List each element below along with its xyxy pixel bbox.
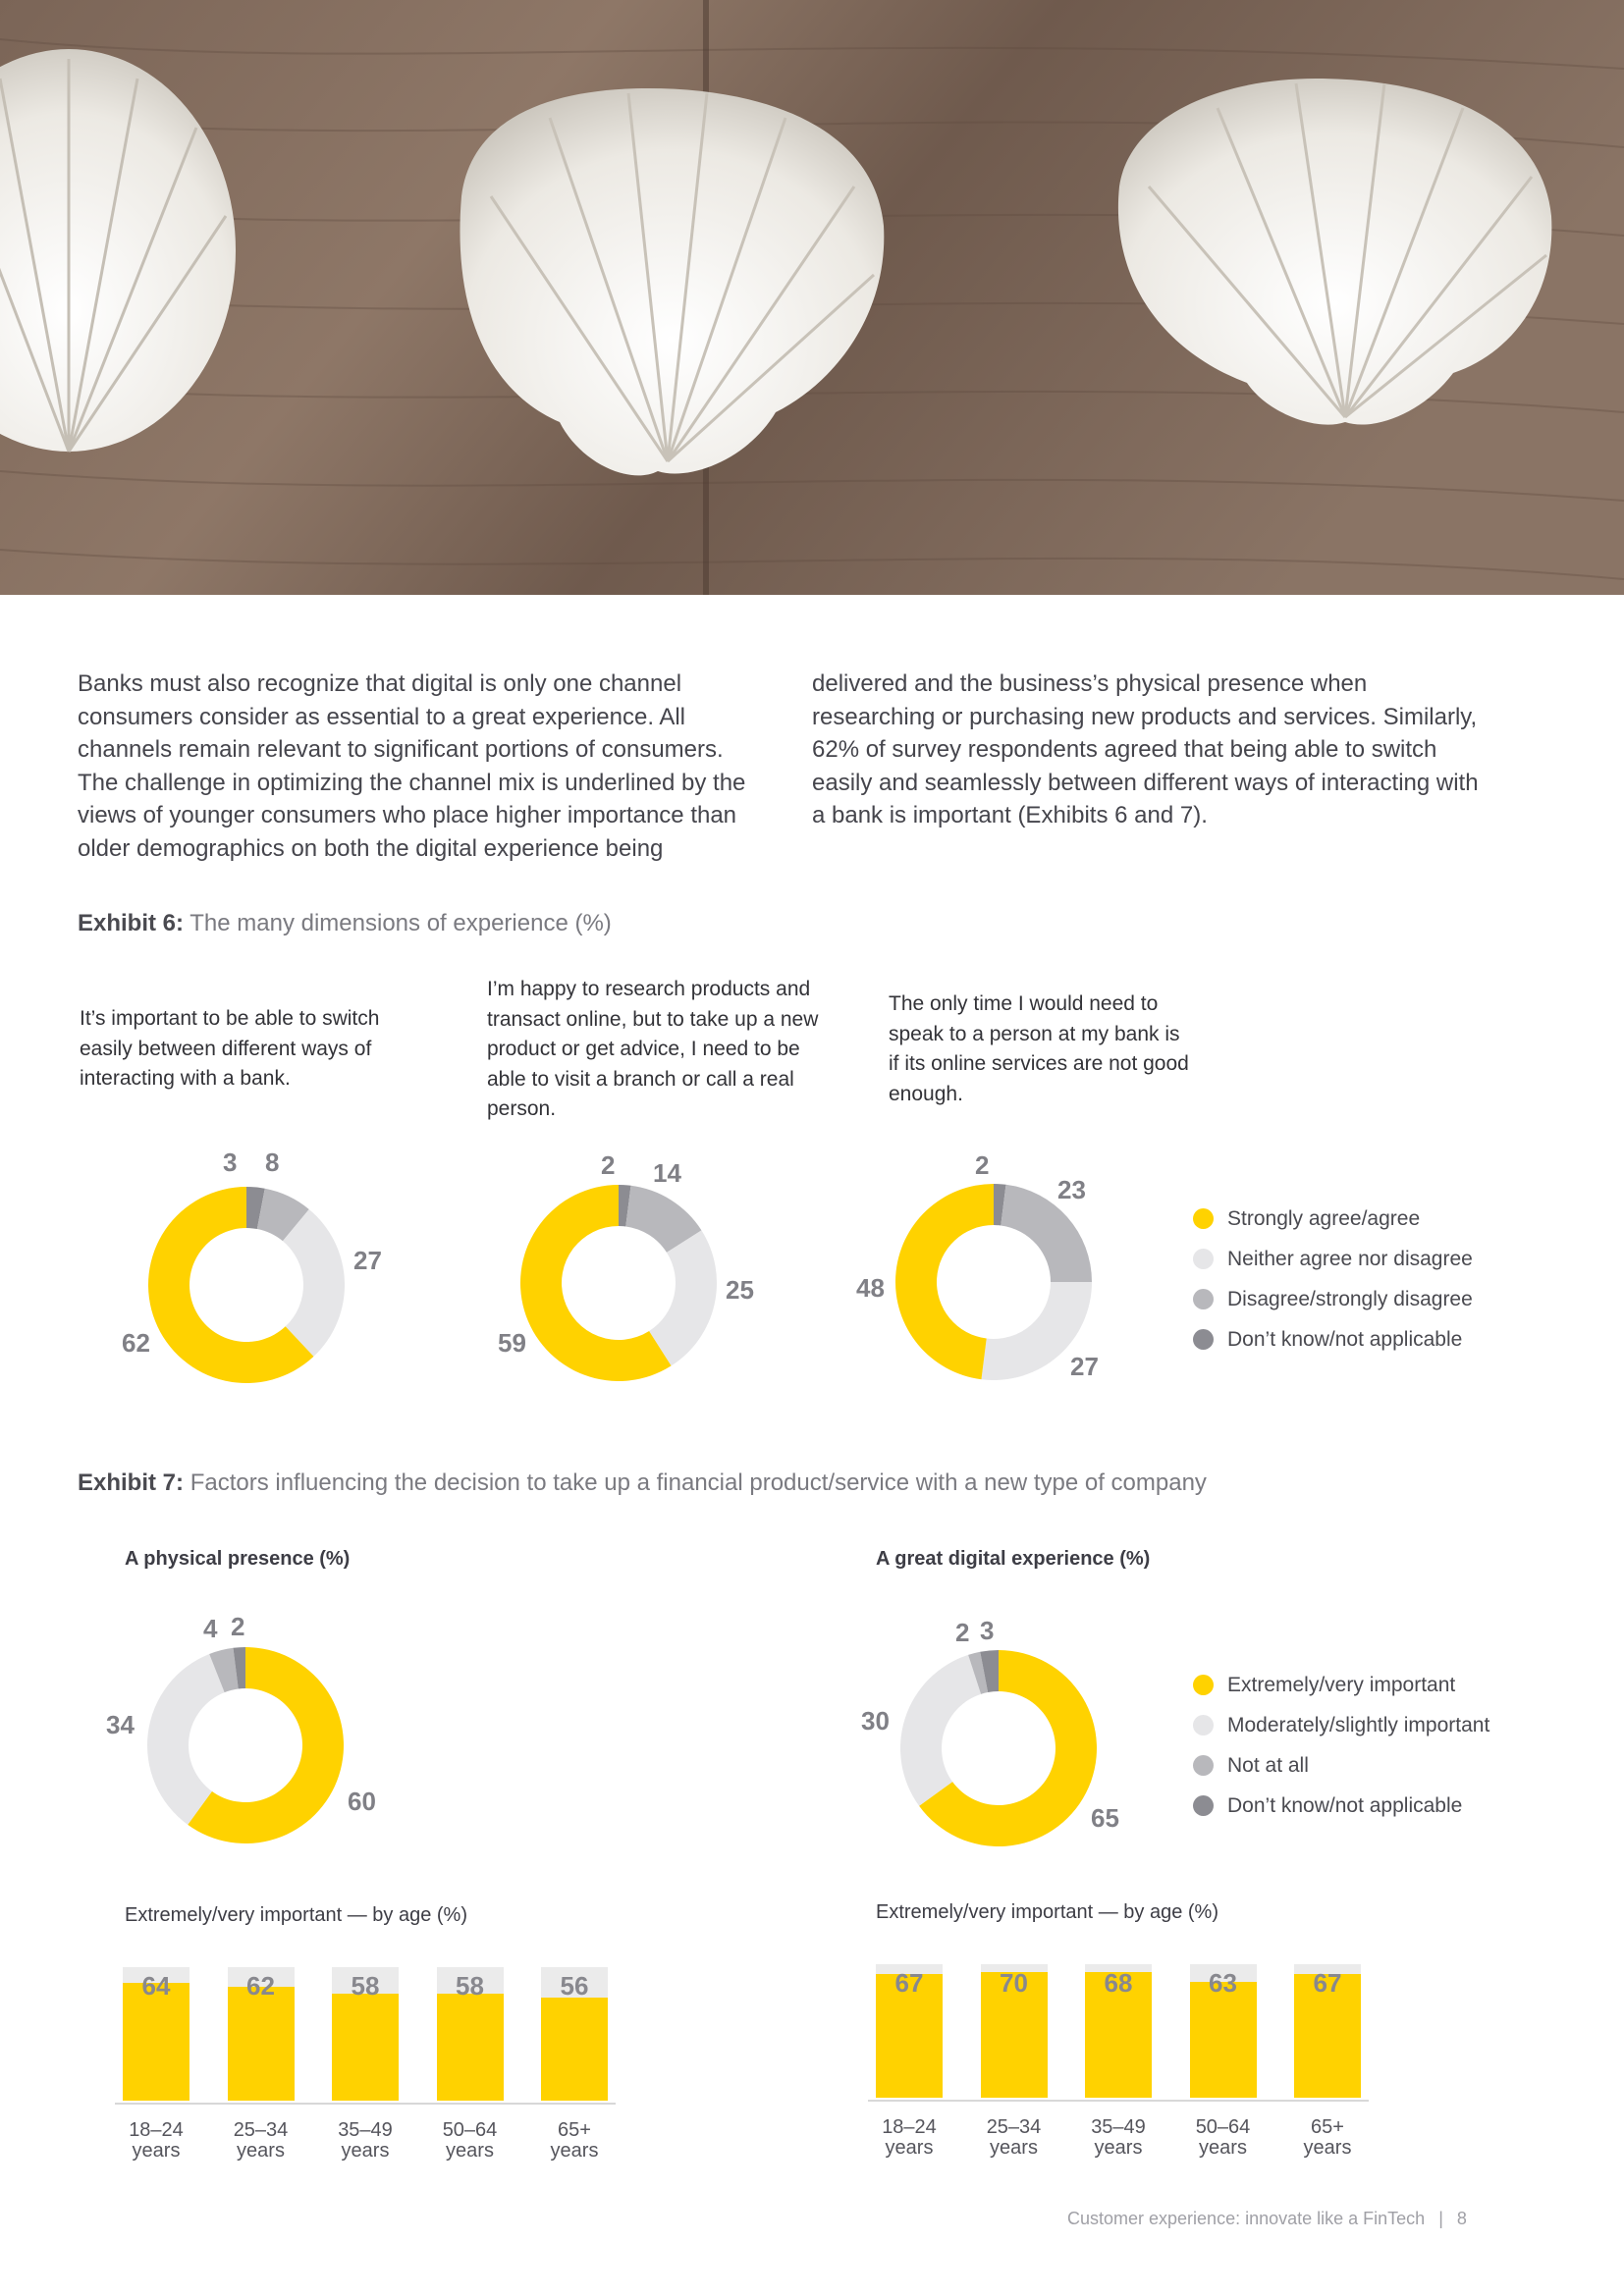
age-axis-label — [1179, 2117, 1268, 2159]
data-label-5-notatall: 2 — [955, 1618, 970, 1647]
bar-2 — [981, 1964, 1048, 2098]
by-age-title-left: Extremely/very important — by age (%) — [125, 1904, 467, 1926]
age-axis-label — [865, 2117, 953, 2159]
age-unit: years — [1303, 2137, 1352, 2159]
physical-presence-title: A physical presence (%) — [125, 1548, 351, 1570]
bar-value-label: 70 — [1000, 1968, 1028, 1998]
exhibit-6-caption: The many dimensions of experience (%) — [189, 910, 612, 936]
age-unit: years — [446, 2140, 494, 2162]
bar-axis-baseline — [115, 2103, 616, 2105]
age-range: 50–64 — [442, 2119, 498, 2141]
legend-item-extremely — [1193, 1674, 1489, 1714]
bar-value-label: 67 — [1313, 1968, 1342, 1998]
donut-chart-visit-branch — [519, 1184, 718, 1382]
legend-swatch-mid-gray — [1193, 1755, 1214, 1776]
legend-item-moderately — [1193, 1714, 1489, 1754]
data-label-4-extremely: 60 — [348, 1787, 376, 1816]
legend-item-dontknow — [1193, 1328, 1473, 1368]
by-age-title-right: Extremely/very important — by age (%) — [876, 1901, 1218, 1923]
bar-3 — [1085, 1964, 1152, 2098]
age-unit: years — [990, 2137, 1038, 2159]
age-range: 65+ — [558, 2119, 591, 2141]
data-label-4-dontknow: 2 — [231, 1612, 245, 1641]
age-axis-label — [426, 2120, 514, 2162]
question-3: The only time I would need to speak to a person at my bank is if its online services are not good enough. — [889, 992, 1189, 1105]
exhibit-7-legend — [1193, 1674, 1489, 1835]
exhibit-7-label: Exhibit 7: — [78, 1469, 185, 1496]
age-axis-label — [112, 2120, 200, 2162]
age-range: 18–24 — [882, 2116, 937, 2138]
data-label-3-agree: 48 — [856, 1273, 885, 1303]
data-label-2-neither: 25 — [726, 1275, 754, 1305]
bar-value-label: 62 — [246, 1971, 275, 2001]
age-axis-label — [217, 2120, 305, 2162]
bar-5 — [541, 1967, 608, 2101]
data-label-1-agree: 62 — [122, 1328, 150, 1358]
donut-chart-physical-presence — [146, 1646, 345, 1844]
age-axis-label — [530, 2120, 619, 2162]
legend-swatch-yellow — [1193, 1675, 1214, 1695]
question-1: It’s important to be able to switch easily between different ways of interacting with a bank. — [80, 1007, 380, 1090]
exhibit-6-label: Exhibit 6: — [78, 910, 185, 936]
age-range: 25–34 — [233, 2119, 289, 2141]
bar-fill — [228, 1987, 295, 2101]
age-unit: years — [237, 2140, 285, 2162]
legend-label: Don’t know/not applicable — [1227, 1328, 1463, 1351]
data-label-3-disagree: 23 — [1057, 1175, 1086, 1204]
data-label-3-dontknow: 2 — [975, 1150, 990, 1180]
body-text-left: Banks must also recognize that digital is only one channel consumers consider as essential to a great experience. All channels remain relevant to significant portions of consumers. The challenge in optimizing the channel mix is underlined by the views of younger consumers who place higher importance than older demographics on both the digital experience being — [78, 670, 746, 862]
digital-experience-title: A great digital experience (%) — [876, 1548, 1151, 1570]
age-axis-label — [321, 2120, 409, 2162]
legend-label: Moderately/slightly important — [1227, 1714, 1490, 1736]
legend-label: Extremely/very important — [1227, 1674, 1456, 1696]
footer-title: Customer experience: innovate like a FinTech — [1067, 2209, 1426, 2228]
data-label-4-notatall: 4 — [203, 1614, 218, 1643]
age-unit: years — [885, 2137, 934, 2159]
legend-swatch-dark-gray — [1193, 1795, 1214, 1816]
legend-label: Neither agree nor disagree — [1227, 1248, 1473, 1270]
exhibit-6-title — [78, 909, 612, 938]
bar-value-label: 58 — [351, 1971, 380, 2001]
donut-segment-secondary — [649, 1230, 717, 1365]
age-unit: years — [132, 2140, 181, 2162]
legend-swatch-light-gray — [1193, 1715, 1214, 1735]
age-axis-label — [1074, 2117, 1163, 2159]
donut-chart-digital-experience — [899, 1649, 1098, 1847]
age-unit: years — [341, 2140, 390, 2162]
bar-fill — [541, 1998, 608, 2101]
bar-fill — [1190, 1982, 1257, 2098]
legend-item-disagree — [1193, 1288, 1473, 1328]
data-label-3-neither: 27 — [1070, 1352, 1099, 1381]
donut-chart-switch-easily — [147, 1186, 346, 1384]
bar-3 — [332, 1967, 399, 2101]
legend-item-agree — [1193, 1207, 1473, 1248]
legend-swatch-mid-gray — [1193, 1289, 1214, 1309]
exhibit-7-caption: Factors influencing the decision to take up a financial product/service with a new type of company — [189, 1469, 1207, 1496]
bar-2 — [228, 1967, 295, 2101]
legend-label: Strongly agree/agree — [1227, 1207, 1421, 1230]
footer-separator: | — [1438, 2209, 1443, 2228]
legend-item-dontknow — [1193, 1794, 1489, 1835]
age-range: 25–34 — [986, 2116, 1042, 2138]
data-label-1-dontknow: 3 — [223, 1148, 238, 1177]
data-label-5-extremely: 65 — [1091, 1803, 1119, 1833]
age-unit: years — [1094, 2137, 1143, 2159]
page-footer — [1067, 2209, 1467, 2229]
donut-chart-online-services — [894, 1183, 1093, 1381]
bar-value-label: 67 — [894, 1968, 924, 1998]
bar-4 — [1190, 1964, 1257, 2098]
age-axis-label — [1283, 2117, 1372, 2159]
age-axis-label — [970, 2117, 1058, 2159]
legend-swatch-yellow — [1193, 1208, 1214, 1229]
age-unit: years — [550, 2140, 599, 2162]
donut-segment-secondary — [900, 1655, 981, 1806]
bar-4 — [437, 1967, 504, 2101]
bar-value-label: 58 — [456, 1971, 484, 2001]
age-range: 18–24 — [129, 2119, 184, 2141]
age-range: 35–49 — [1091, 2116, 1146, 2138]
bar-fill — [437, 1994, 504, 2101]
bar-value-label: 63 — [1209, 1968, 1237, 1998]
data-label-1-neither: 27 — [353, 1246, 382, 1275]
exhibit-7-title — [78, 1468, 1207, 1498]
data-label-2-agree: 59 — [498, 1328, 526, 1358]
data-label-2-dontknow: 2 — [601, 1150, 616, 1180]
age-range: 35–49 — [338, 2119, 393, 2141]
age-unit: years — [1199, 2137, 1247, 2159]
data-label-5-moderately: 30 — [861, 1706, 890, 1735]
hero-photo — [0, 0, 1624, 595]
bar-value-label: 64 — [141, 1971, 171, 2001]
age-range: 65+ — [1311, 2116, 1344, 2138]
data-label-4-moderately: 34 — [106, 1710, 135, 1739]
body-text-right: delivered and the business’s physical presence when researching or purchasing new products and services. Similarly, 62% of survey respondents agreed that being able to switch easily and seamlessly between different ways of interacting with a bank is important (Exhibits 6 and 7). — [812, 670, 1479, 828]
data-label-2-disagree: 14 — [653, 1158, 681, 1188]
bar-value-label: 68 — [1104, 1968, 1133, 1998]
legend-item-notatall — [1193, 1754, 1489, 1794]
question-2: I’m happy to research products and transact online, but to take up a new product or get advice, I need to be able to visit a branch or call a real person. — [487, 978, 819, 1120]
bar-5 — [1294, 1964, 1361, 2098]
legend-swatch-light-gray — [1193, 1249, 1214, 1269]
bar-fill — [332, 1994, 399, 2101]
bar-1 — [123, 1967, 189, 2101]
exhibit-6-legend — [1193, 1207, 1473, 1368]
page-number: 8 — [1456, 2209, 1467, 2228]
legend-label: Disagree/strongly disagree — [1227, 1288, 1473, 1310]
donut-segment-primary — [895, 1184, 994, 1379]
bar-1 — [876, 1964, 943, 2098]
legend-item-neither — [1193, 1248, 1473, 1288]
legend-label: Don’t know/not applicable — [1227, 1794, 1463, 1817]
legend-label: Not at all — [1227, 1754, 1309, 1777]
bar-value-label: 56 — [560, 1971, 589, 2001]
bar-axis-baseline — [868, 2100, 1369, 2102]
legend-swatch-dark-gray — [1193, 1329, 1214, 1350]
seashells-on-wood-image — [0, 0, 1624, 595]
data-label-5-dontknow: 3 — [980, 1616, 995, 1645]
data-label-1-disagree: 8 — [265, 1148, 280, 1177]
age-range: 50–64 — [1195, 2116, 1251, 2138]
